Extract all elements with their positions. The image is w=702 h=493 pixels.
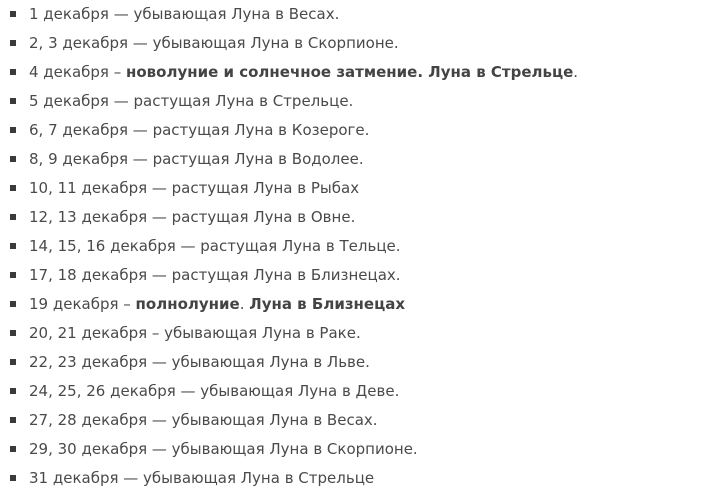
item-text: 27, 28 декабря — убывающая Луна в Весах. <box>29 411 378 429</box>
square-bullet-icon <box>10 475 16 481</box>
item-text: 29, 30 декабря — убывающая Луна в Скорпионе. <box>29 440 418 458</box>
item-text: 5 декабря — растущая Луна в Стрельце. <box>29 92 354 110</box>
square-bullet-icon <box>10 272 16 278</box>
square-bullet-icon <box>10 156 16 162</box>
item-text: 8, 9 декабря — растущая Луна в Водолее. <box>29 150 364 168</box>
list-item <box>0 377 702 406</box>
square-bullet-icon <box>10 69 16 75</box>
item-text: 2, 3 декабря — убывающая Луна в Скорпионе. <box>29 34 399 52</box>
item-text: 14, 15, 16 декабря — растущая Луна в Тельце. <box>29 237 401 255</box>
square-bullet-icon <box>10 388 16 394</box>
list-item <box>0 435 702 464</box>
square-bullet-icon <box>10 301 16 307</box>
square-bullet-icon <box>10 446 16 452</box>
item-text: 12, 13 декабря — растущая Луна в Овне. <box>29 208 356 226</box>
square-bullet-icon <box>10 359 16 365</box>
item-text: 17, 18 декабря — растущая Луна в Близнецах. <box>29 266 401 284</box>
list-item <box>0 232 702 261</box>
list-item <box>0 319 702 348</box>
square-bullet-icon <box>10 330 16 336</box>
item-bold-text-2: Луна в Близнецах <box>249 295 405 313</box>
item-text: 31 декабря — убывающая Луна в Стрельце <box>29 469 375 487</box>
list-item <box>0 203 702 232</box>
square-bullet-icon <box>10 98 16 104</box>
square-bullet-icon <box>10 214 16 220</box>
square-bullet-icon <box>10 11 16 17</box>
square-bullet-icon <box>10 40 16 46</box>
square-bullet-icon <box>10 417 16 423</box>
list-item <box>0 174 702 203</box>
square-bullet-icon <box>10 243 16 249</box>
item-text: 1 декабря — убывающая Луна в Весах. <box>29 5 340 23</box>
list-item <box>0 406 702 435</box>
item-text: 20, 21 декабря – убывающая Луна в Раке. <box>29 324 361 342</box>
list-item <box>0 58 702 87</box>
list-item <box>0 464 702 493</box>
item-text: 10, 11 декабря — растущая Луна в Рыбах <box>29 179 360 197</box>
item-text: 6, 7 декабря — растущая Луна в Козероге. <box>29 121 370 139</box>
item-text: 22, 23 декабря — убывающая Луна в Льве. <box>29 353 370 371</box>
list-item <box>0 0 702 29</box>
item-bold-text: новолуние и солнечное затмение. Луна в Стрельце <box>126 63 574 81</box>
item-bold-text: полнолуние <box>135 295 240 313</box>
square-bullet-icon <box>10 127 16 133</box>
list-item <box>0 261 702 290</box>
item-text: 19 декабря – <box>29 295 136 313</box>
item-text: 4 декабря – <box>29 63 126 81</box>
square-bullet-icon <box>10 185 16 191</box>
list-item <box>0 145 702 174</box>
item-text-after: . <box>573 63 579 81</box>
list-item <box>0 290 702 319</box>
list-item <box>0 348 702 377</box>
item-text-after: . <box>239 295 250 313</box>
item-text: 24, 25, 26 декабря — убывающая Луна в Деве. <box>29 382 400 400</box>
list-item <box>0 87 702 116</box>
list-item <box>0 116 702 145</box>
list-item <box>0 29 702 58</box>
